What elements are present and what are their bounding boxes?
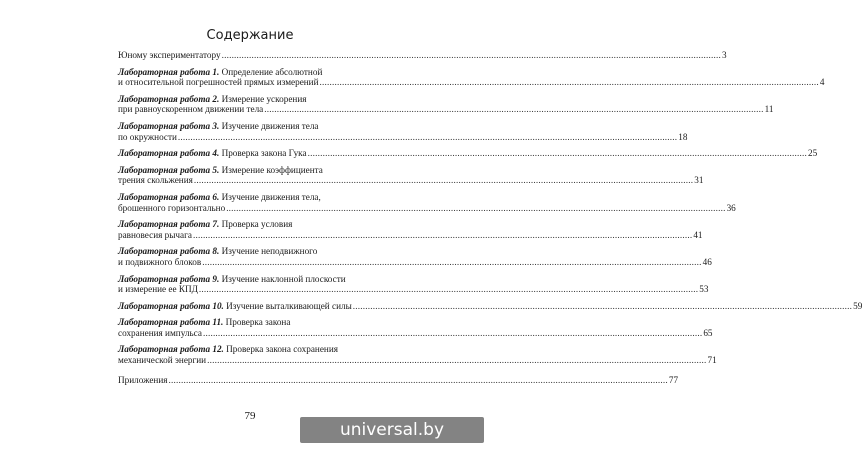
toc-entry-first-line [118,317,374,328]
toc-entry-title-part: Проверка закона сохранения [223,344,338,355]
toc-entry-title-part: Измерение коэффициента [219,164,323,175]
toc-entry-title-part: и относительной погрешностей прямых измерений [118,77,319,88]
toc-entry[interactable] [118,300,862,312]
toc-leader-dots: ........................................................................................................................................................................................................ [226,202,726,213]
toc-entry-title-part: Изучение движения тела, [219,191,321,202]
toc-entry-title-part: и измерение ее КПД [118,284,198,295]
toc-entry-lab-label: Лабораторная работа 2. [118,93,220,104]
toc-entry-text [118,132,177,143]
toc-page-number: 31 [694,175,704,186]
toc-entry-lab-label: Лабораторная работа 10. [118,300,224,311]
toc-leader-dots: ........................................................................................................................................................................................................ [192,229,693,240]
toc-entry[interactable] [118,219,703,240]
toc-entry-last-line [118,355,717,366]
toc-leader-dots: ........................................................................................................................................................................................................ [177,131,678,142]
toc-leader-dots: ........................................................................................................................................................................................................ [307,148,807,159]
toc-entry-lab-label: Лабораторная работа 4. [118,148,220,159]
toc-page-number: 18 [678,131,688,142]
toc-entry-last-line [118,229,703,241]
toc-leader-dots: ........................................................................................................................................................................................................ [352,300,853,311]
toc-page-number: 71 [707,355,717,366]
toc-entry-first-line [118,165,374,176]
toc-entry-text [118,328,202,339]
toc-entry[interactable] [118,374,679,386]
toc-entry-first-line [118,67,374,78]
toc-entry-first-line [118,94,374,105]
toc-entry-text [118,104,263,115]
toc-leader-dots: ........................................................................................................................................................................................................ [168,374,668,385]
table-of-contents [118,50,862,391]
toc-entry-last-line [118,284,709,295]
toc-entry-title-part: Проверка условия [219,219,293,230]
toc-leader-dots: ........................................................................................................................................................................................................ [264,104,764,115]
toc-entry-text [118,203,225,214]
toc-entry[interactable] [118,344,717,366]
toc-entry-last-line [118,327,713,339]
watermark-text: universal.by [339,420,445,440]
toc-entry-text [118,175,193,186]
toc-page-number: 41 [693,229,703,240]
toc-page-number: 65 [703,327,713,338]
toc-entry-title-part: и подвижного блоков [118,256,202,267]
toc-entry-title-part: Изучение наклонной плоскости [219,273,346,284]
toc-entry[interactable] [118,66,825,88]
toc-entry-text [118,355,206,366]
toc-entry-text [118,375,167,386]
toc-page-number: 11 [764,104,774,115]
toc-entry[interactable] [118,317,713,338]
page-number: 79 [244,410,256,422]
toc-entry-text [118,50,221,61]
toc-entry-title-part: Приложения [118,374,168,385]
toc-leader-dots: ........................................................................................................................................................................................................ [202,256,702,267]
toc-entry[interactable] [118,273,709,295]
toc-entry-title-part: трения скольжения [118,175,193,186]
toc-entry-title-part: Проверка закона [223,317,291,328]
toc-entry-last-line [118,300,862,312]
watermark-badge [300,417,484,443]
toc-entry-last-line [118,50,727,61]
toc-entry-title-part: равновесия рычага [118,229,192,240]
toc-entry-lab-label: Лабораторная работа 12. [118,344,224,355]
toc-entry-lab-label: Лабораторная работа 3. [118,120,220,131]
toc-entry-text [118,230,192,241]
toc-entry-lab-label: Лабораторная работа 9. [118,273,220,284]
toc-entry-first-line [118,192,374,203]
toc-page-number: 4 [819,77,825,88]
toc-entry-title-part: Изучение движения тела [219,120,319,131]
page-title: Содержание [206,28,294,43]
toc-entry-last-line [118,256,712,268]
toc-entry-text [118,148,307,159]
toc-entry-title-part: сохранения импульса [118,327,202,338]
toc-entry-last-line [118,175,704,186]
toc-page-number: 77 [668,374,679,385]
toc-entry-first-line [118,344,374,355]
toc-entry[interactable] [118,148,818,159]
toc-entry-title-part: механической энергии [118,355,207,366]
toc-entry-title-part: Проверка закона Гука [219,148,307,159]
toc-entry[interactable] [118,93,774,115]
toc-entry-title-part: Изучение выталкивающей силы [223,300,352,311]
toc-leader-dots: ........................................................................................................................................................................................................ [207,355,707,366]
toc-leader-dots: ........................................................................................................................................................................................................ [319,77,819,88]
toc-entry-last-line [118,104,774,115]
toc-page-number: 36 [726,202,736,213]
toc-entry-title-part: Юному экспериментатору [118,50,221,60]
toc-entry-title-part: при равноускоренном движении тела [118,104,264,115]
toc-page-number: 25 [807,148,818,159]
toc-leader-dots: ........................................................................................................................................................................................................ [198,284,699,295]
toc-entry-title-part: Определение абсолютной [219,66,323,77]
toc-entry-text [118,284,198,295]
toc-entry[interactable] [118,120,688,142]
toc-page-number: 46 [702,256,712,267]
toc-page-number: 53 [699,284,709,295]
toc-entry[interactable] [118,50,727,61]
toc-entry-title-part: Изучение неподвижного [219,246,318,257]
toc-entry-lab-label: Лабораторная работа 11. [118,317,224,328]
toc-entry-text [118,301,352,312]
toc-entry[interactable] [118,246,712,267]
toc-entry-last-line [118,202,736,214]
toc-entry-last-line [118,131,688,143]
toc-entry-text [118,77,319,88]
toc-entry[interactable] [118,191,736,213]
toc-entry-title-part: по окружности [118,131,177,142]
toc-entry-last-line [118,374,679,386]
toc-entry-title-part: брошенного горизонтально [118,202,226,213]
toc-entry-last-line [118,148,818,159]
toc-leader-dots: ........................................................................................................................................................................................................ [202,327,703,338]
toc-leader-dots: ........................................................................................................................................................................................................ [221,50,721,60]
toc-entry-lab-label: Лабораторная работа 6. [118,191,220,202]
toc-entry-text [118,257,201,268]
toc-entry-lab-label: Лабораторная работа 8. [118,246,220,257]
toc-entry-title-part: Измерение ускорения [219,93,307,104]
toc-entry-first-line [118,246,374,257]
toc-page-number: 3 [721,50,727,60]
toc-entry-lab-label: Лабораторная работа 1. [118,66,220,77]
toc-entry-lab-label: Лабораторная работа 7. [118,219,220,230]
toc-entry-first-line [118,121,374,132]
toc-leader-dots: ........................................................................................................................................................................................................ [193,175,694,186]
toc-entry-first-line [118,219,374,230]
toc-page-number: 59 [853,300,862,311]
toc-entry-last-line [118,77,825,88]
toc-entry[interactable] [118,164,704,186]
toc-entry-lab-label: Лабораторная работа 5. [118,164,220,175]
toc-entry-first-line [118,274,374,285]
